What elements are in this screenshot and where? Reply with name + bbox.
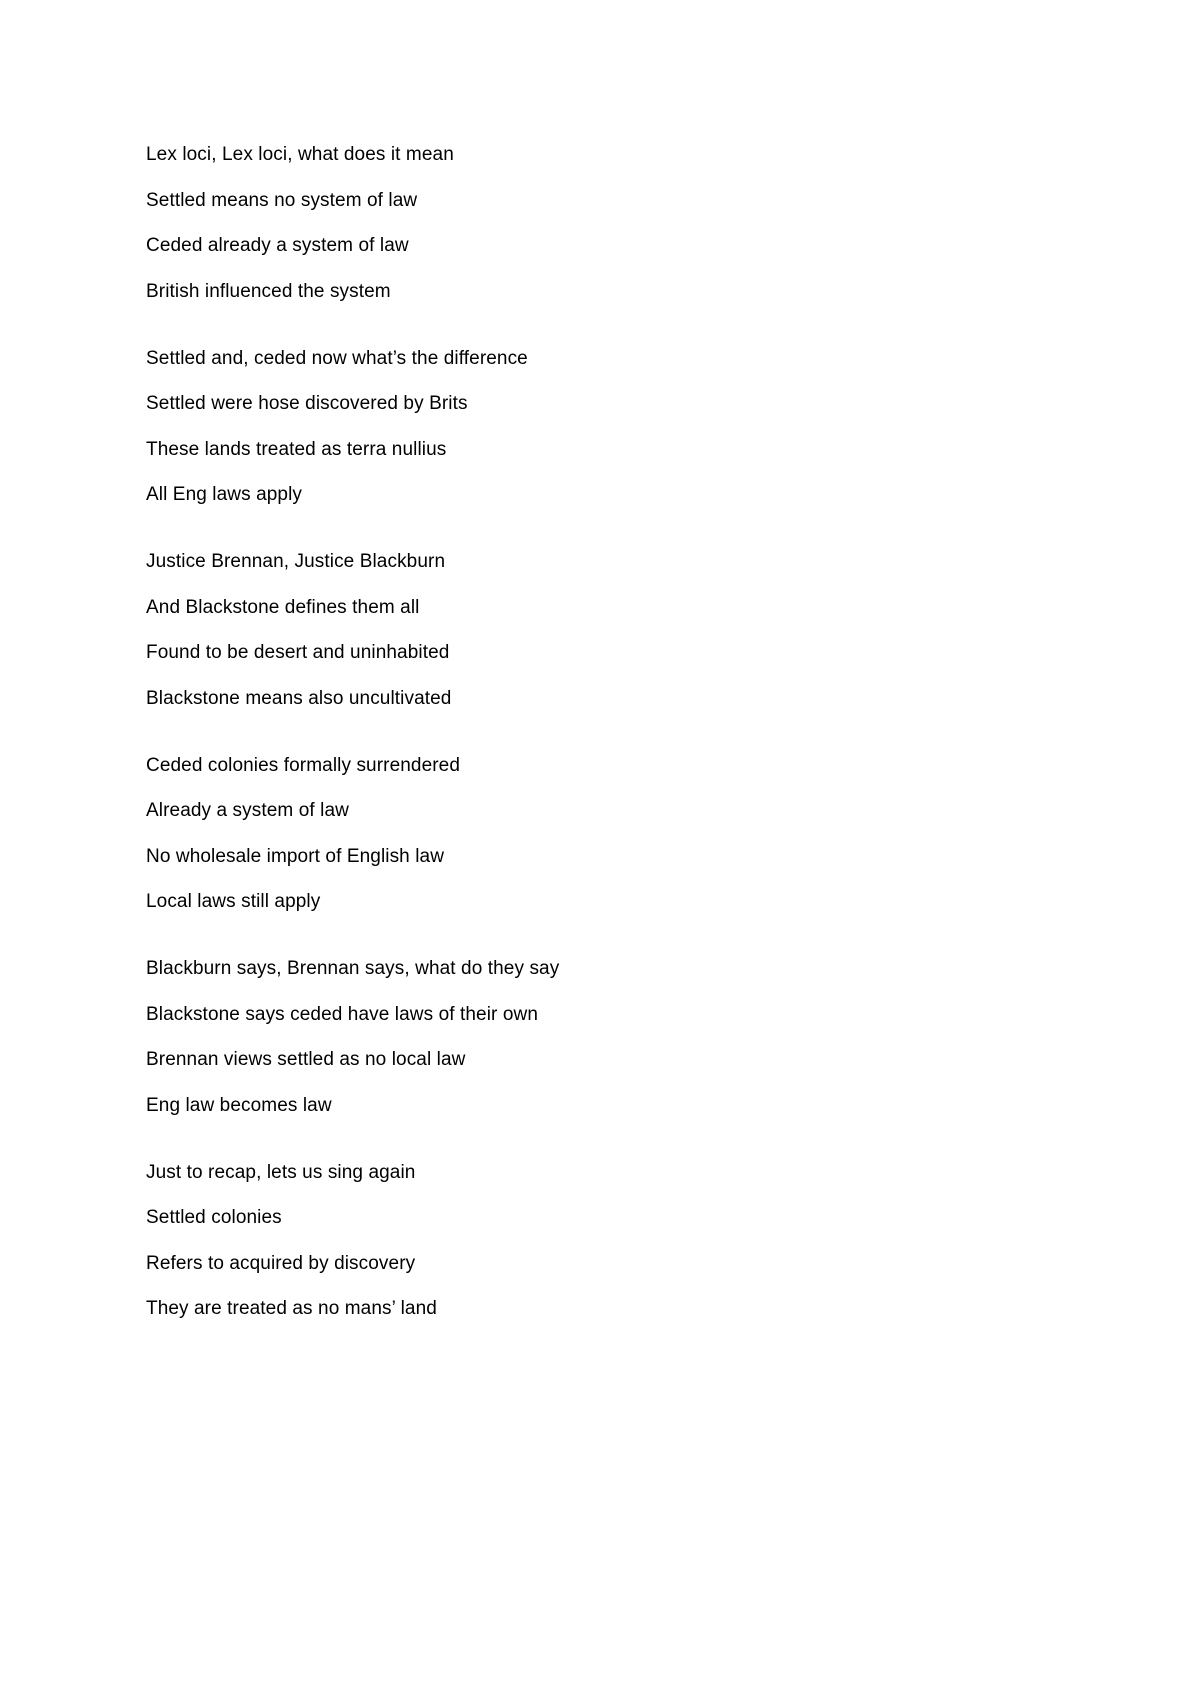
lyric-line: And Blackstone defines them all	[146, 596, 420, 618]
lyric-line: Just to recap, lets us sing again	[146, 1161, 416, 1183]
stanza	[146, 551, 1046, 710]
lyric-line: Blackburn says, Brennan says, what do they say	[146, 958, 560, 979]
lyric-line: Settled means no system of law	[146, 189, 418, 211]
lyric-line: Local laws still apply	[146, 891, 321, 912]
lyric-line: Settled colonies	[146, 1207, 282, 1228]
lyric-line: All Eng laws apply	[146, 484, 302, 505]
lyric-line: Already a system of law	[146, 800, 349, 821]
lyric-line: No wholesale import of English law	[146, 845, 445, 867]
lyric-line: Lex loci, Lex loci, what does it mean	[146, 144, 454, 165]
lyric-line: Blackstone means also uncultivated	[146, 687, 452, 709]
lyric-line: Refers to acquired by discovery	[146, 1252, 416, 1274]
lyrics-body	[146, 144, 1046, 1365]
lyric-line: Eng law becomes law	[146, 1094, 332, 1116]
lyric-line: Settled and, ceded now what’s the difference	[146, 347, 528, 369]
lyric-line: Ceded already a system of law	[146, 235, 409, 256]
lyric-line: Blackstone says ceded have laws of their own	[146, 1003, 538, 1025]
lyric-line: Justice Brennan, Justice Blackburn	[146, 551, 446, 572]
lyric-line: These lands treated as terra nullius	[146, 438, 447, 460]
lyric-line: British influenced the system	[146, 280, 391, 302]
stanza	[146, 1162, 1046, 1321]
stanza	[146, 348, 1046, 507]
lyric-line: Brennan views settled as no local law	[146, 1049, 466, 1070]
lyric-line: Found to be desert and uninhabited	[146, 642, 450, 663]
lyric-line: They are treated as no mans’ land	[146, 1298, 437, 1319]
stanza	[146, 958, 1046, 1117]
stanza	[146, 144, 1046, 303]
stanza	[146, 755, 1046, 914]
lyric-line: Ceded colonies formally surrendered	[146, 754, 460, 776]
lyric-line: Settled were hose discovered by Brits	[146, 393, 468, 414]
